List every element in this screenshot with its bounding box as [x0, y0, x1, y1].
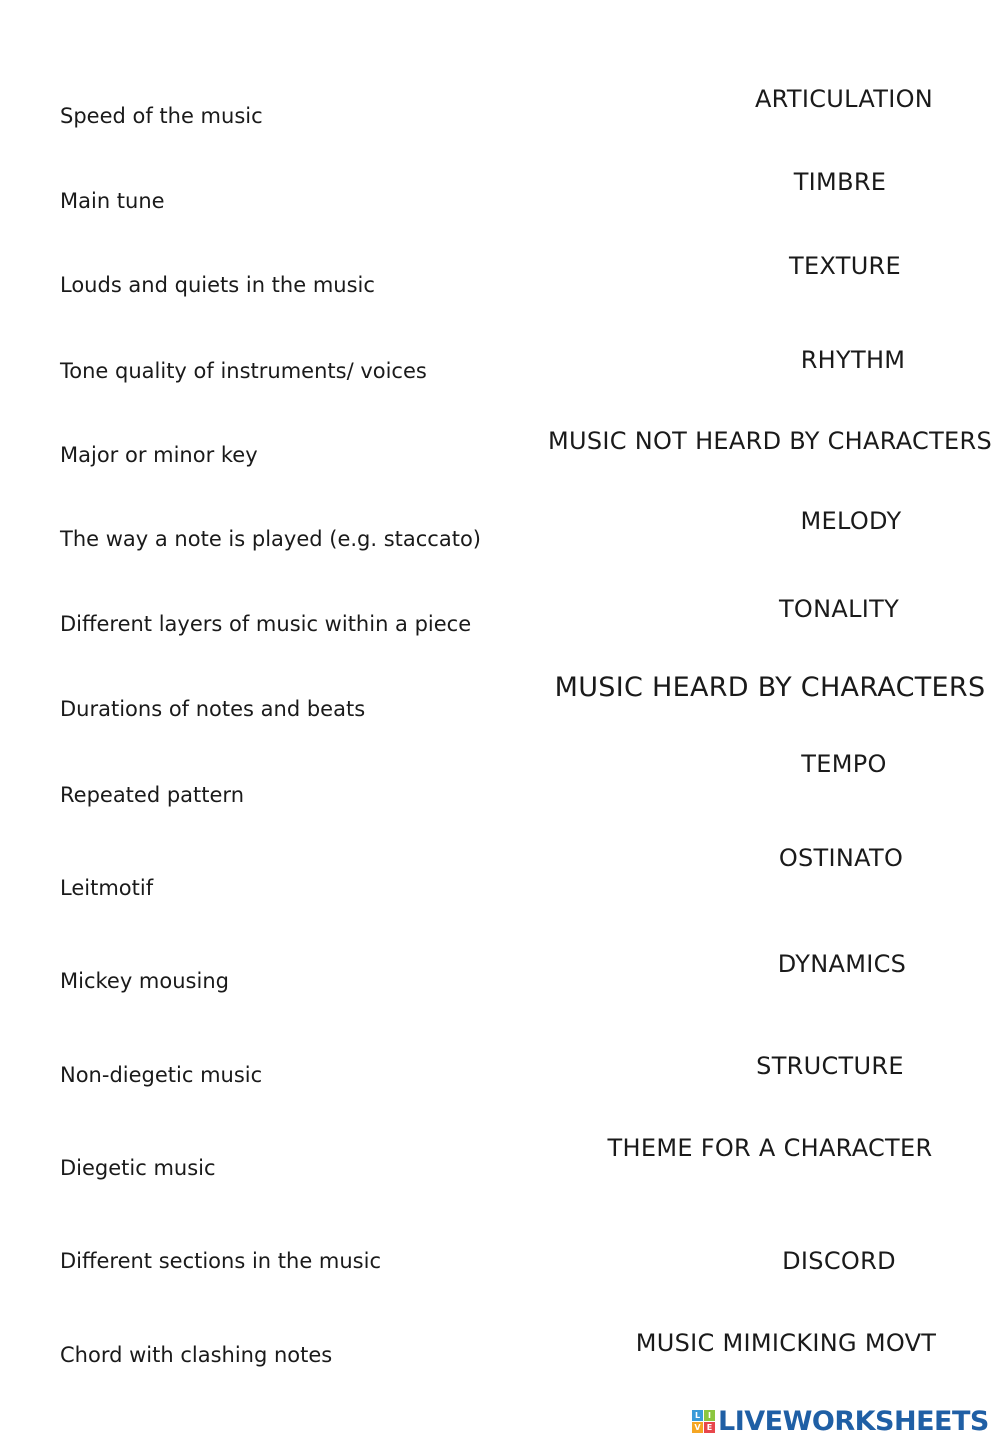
left-item[interactable]: Louds and quiets in the music — [60, 273, 375, 297]
logo-mark-cell: L — [692, 1410, 703, 1421]
right-item[interactable]: ARTICULATION — [754, 85, 934, 113]
left-item[interactable]: Tone quality of instruments/ voices — [60, 359, 427, 383]
right-item[interactable]: MUSIC MIMICKING MOVT — [635, 1329, 937, 1357]
right-item[interactable]: TIMBRE — [793, 168, 887, 196]
right-item[interactable]: MUSIC NOT HEARD BY CHARACTERS — [547, 427, 993, 455]
logo-text: LIVEWORKSHEETS — [718, 1405, 989, 1437]
left-item[interactable]: Different sections in the music — [60, 1249, 381, 1273]
right-item[interactable]: THEME FOR A CHARACTER — [607, 1134, 933, 1162]
right-item[interactable]: TEXTURE — [788, 252, 902, 280]
left-item[interactable]: Chord with clashing notes — [60, 1343, 333, 1367]
liveworksheets-logo — [692, 1404, 989, 1438]
left-item[interactable]: Non-diegetic music — [60, 1063, 263, 1087]
right-item[interactable]: STRUCTURE — [756, 1052, 904, 1080]
logo-mark-cell: V — [692, 1422, 703, 1433]
right-item[interactable]: TEMPO — [801, 750, 887, 778]
left-item[interactable]: Major or minor key — [60, 443, 258, 467]
left-item[interactable]: Main tune — [60, 189, 165, 213]
logo-mark-cell: E — [704, 1422, 715, 1433]
left-item[interactable]: Repeated pattern — [60, 783, 245, 807]
right-item[interactable]: OSTINATO — [778, 844, 904, 872]
logo-mark-icon — [692, 1410, 715, 1433]
right-item[interactable]: MELODY — [800, 507, 902, 535]
left-item[interactable]: Different layers of music within a piece — [60, 612, 472, 636]
right-item[interactable]: RHYTHM — [800, 346, 906, 374]
left-item[interactable]: Leitmotif — [60, 876, 154, 900]
logo-mark-cell: I — [704, 1410, 715, 1421]
right-item[interactable]: DISCORD — [782, 1247, 896, 1275]
left-item[interactable]: Diegetic music — [60, 1156, 216, 1180]
left-item[interactable]: Durations of notes and beats — [60, 697, 366, 721]
right-item[interactable]: TONALITY — [778, 595, 900, 623]
left-item[interactable]: The way a note is played (e.g. staccato) — [60, 527, 481, 551]
left-item[interactable]: Speed of the music — [60, 104, 263, 128]
left-item[interactable]: Mickey mousing — [60, 969, 229, 993]
right-item[interactable]: MUSIC HEARD BY CHARACTERS — [554, 672, 986, 703]
right-item[interactable]: DYNAMICS — [777, 950, 907, 978]
